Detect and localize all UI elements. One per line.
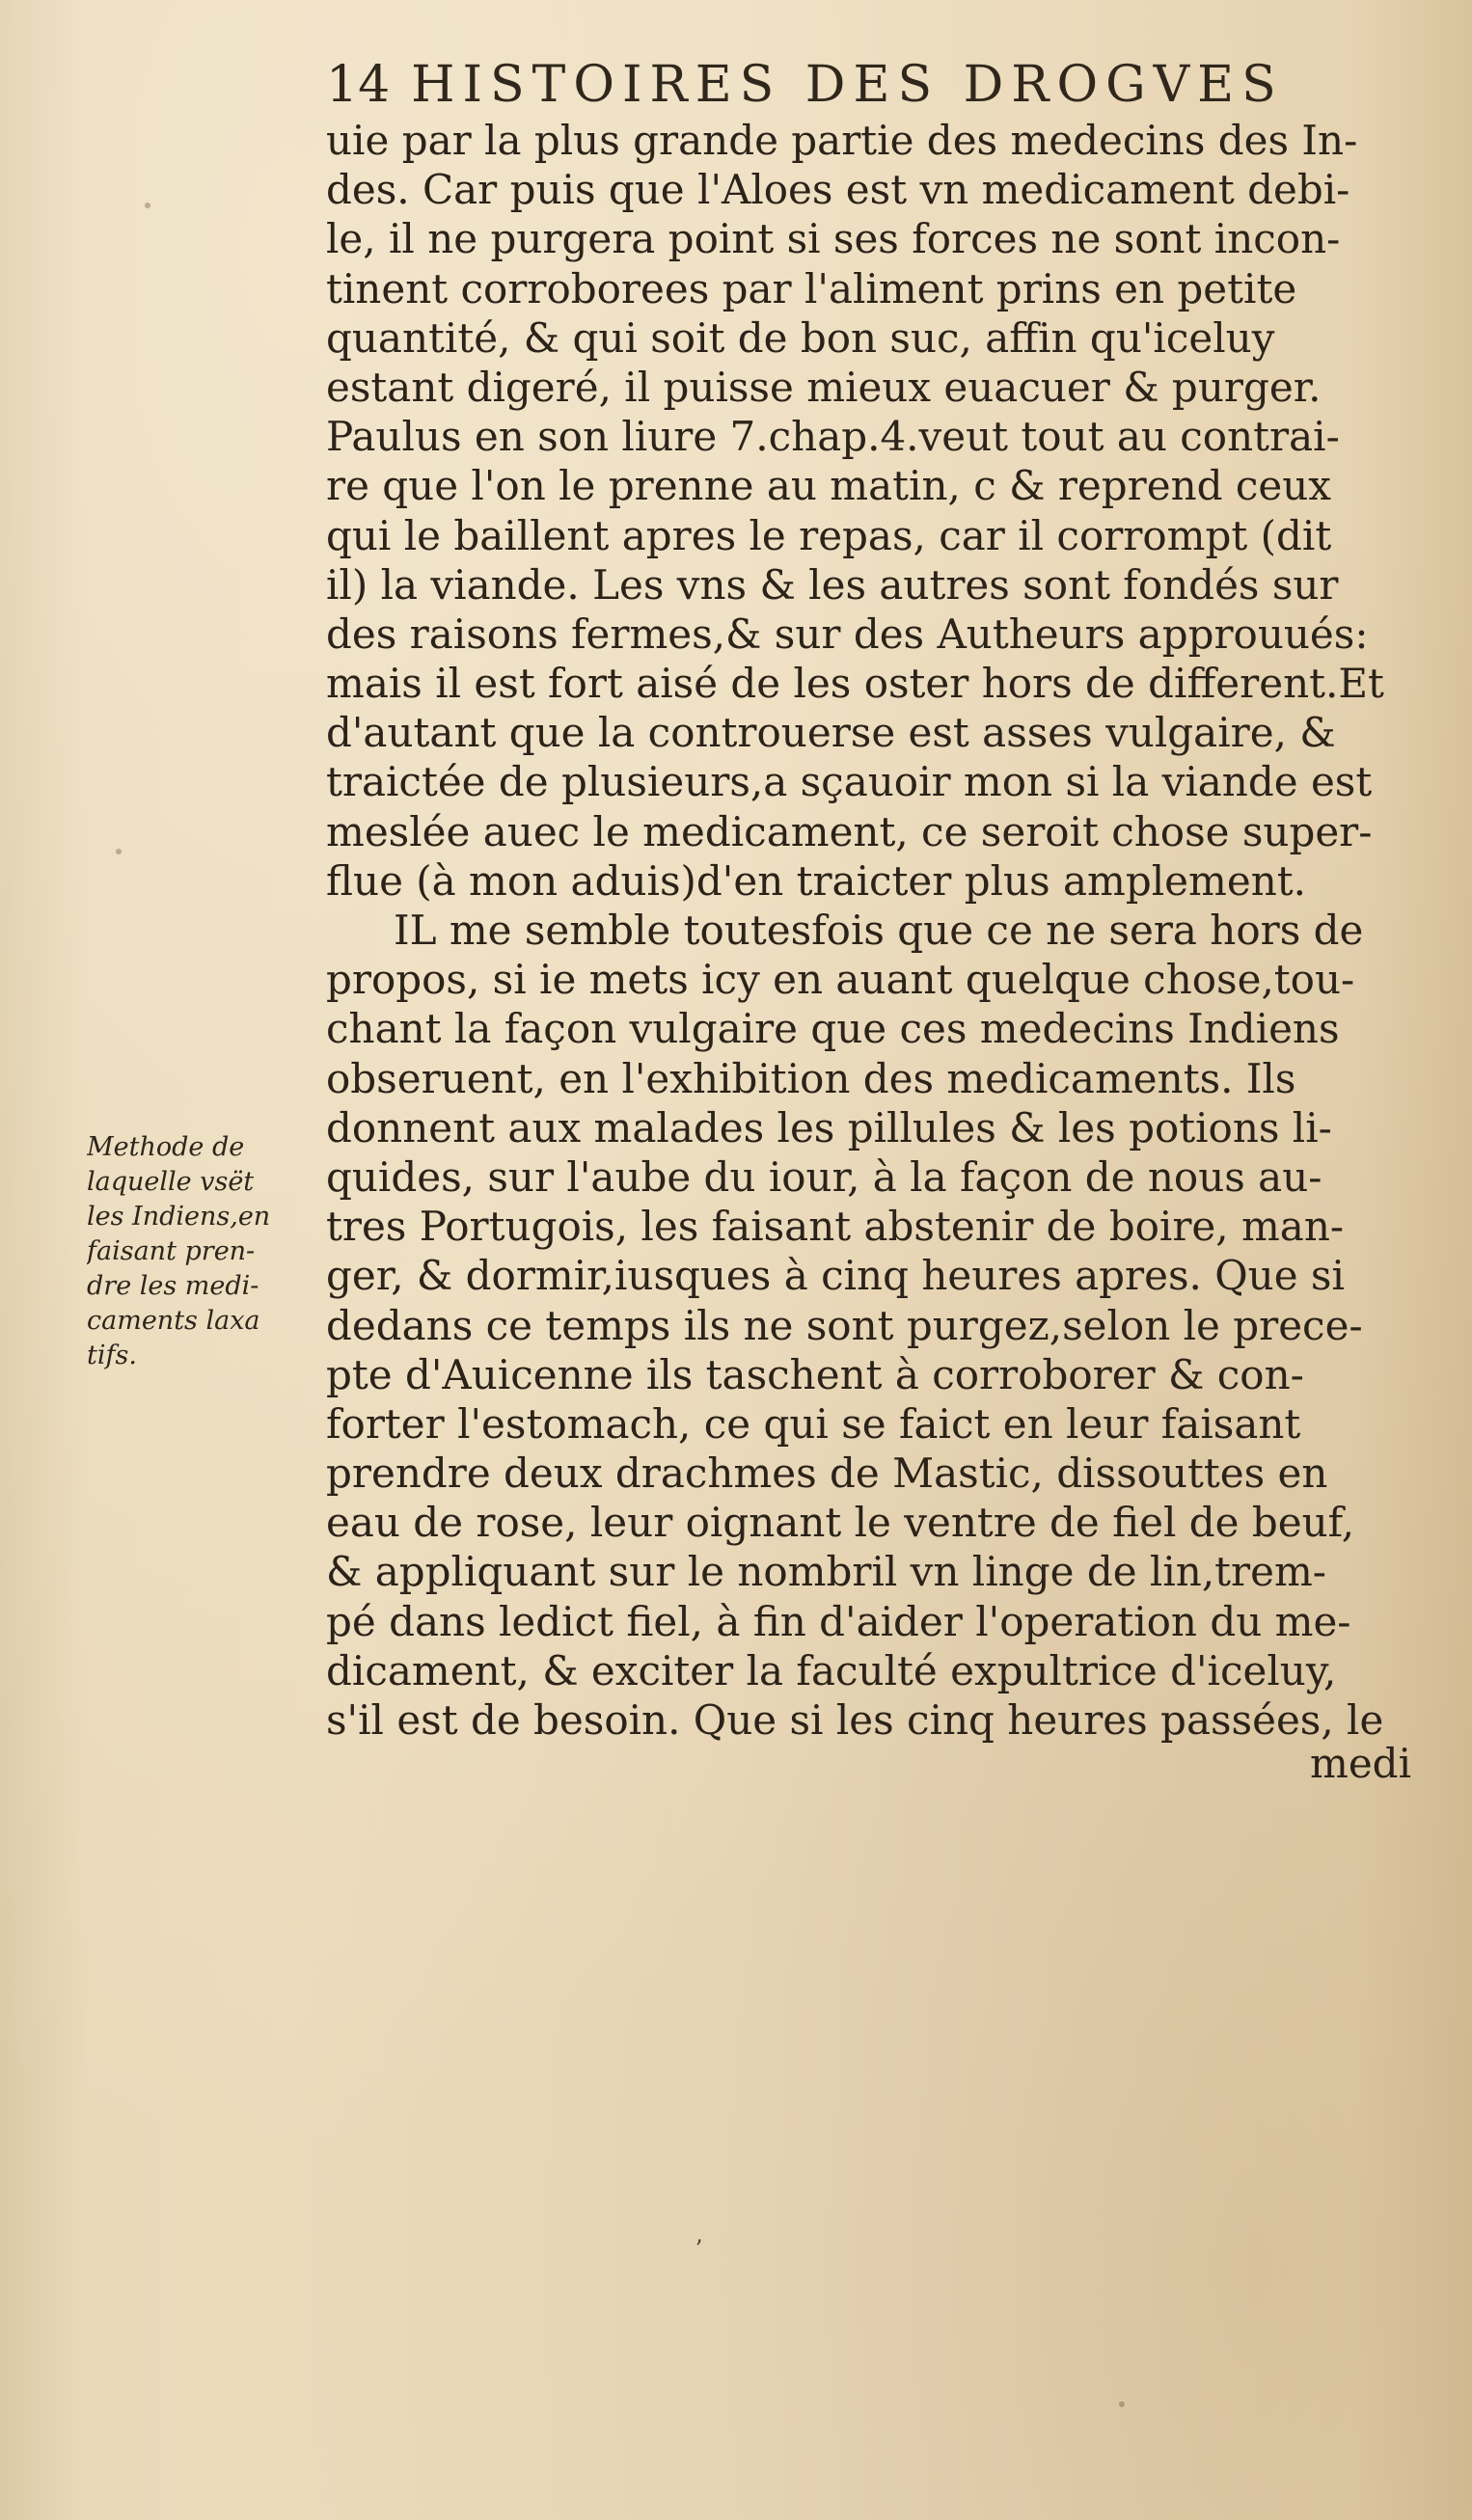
margin-note-line: caments laxa xyxy=(87,1306,260,1336)
text-line: forter l'estomach, ce qui se faict en leur faisant xyxy=(326,1399,1301,1448)
text-line: chant la façon vulgaire que ces medecins Indiens xyxy=(326,1005,1340,1053)
text-line: eau de rose, leur oignant le ventre de fiel de beuf, xyxy=(326,1499,1355,1547)
text-line: tres Portugois, les faisant abstenir de boire, man- xyxy=(326,1203,1345,1251)
text-line: pte d'Auicenne ils taschent à corroborer & con- xyxy=(326,1350,1304,1398)
text-line: il) la viande. Les vns & les autres sont fondés sur xyxy=(326,560,1339,609)
margin-note xyxy=(87,1130,338,1373)
text-line: dedans ce temps ils ne sont purgez,selon le prece- xyxy=(326,1301,1363,1349)
ink-speck xyxy=(145,203,150,208)
text-line: donnent aux malades les pillules & les potions li- xyxy=(326,1103,1332,1152)
text-line: des. Car puis que l'Aloes est vn medicament debi- xyxy=(326,166,1350,214)
text-line: IL me semble toutesfois que ce ne sera hors de xyxy=(394,907,1364,954)
margin-note-line: les Indiens,en xyxy=(87,1202,271,1232)
text-line: dicament, & exciter la faculté expultrice d'iceluy, xyxy=(326,1646,1337,1694)
stray-ink-mark: ʼ xyxy=(695,2235,702,2263)
margin-note-line: Methode de xyxy=(87,1132,245,1162)
text-line: le, il ne purgera point si ses forces ne sont incon- xyxy=(326,215,1341,263)
text-line: s'il est de besoin. Que si les cinq heures passées, le xyxy=(326,1696,1384,1744)
ink-speck xyxy=(116,849,122,854)
page-number: 14 xyxy=(326,56,391,114)
text-line: pé dans ledict fiel, à fin d'aider l'operation du me- xyxy=(326,1597,1351,1645)
margin-note-line: dre les medi- xyxy=(87,1271,259,1301)
text-line: obseruent, en l'exhibition des medicaments. Ils xyxy=(326,1054,1296,1102)
body-text xyxy=(326,116,1435,1783)
margin-note-line: faisant pren- xyxy=(87,1236,256,1266)
text-line: & appliquant sur le nombril vn linge de lin,trem- xyxy=(326,1548,1326,1596)
text-line: flue (à mon aduis)d'en traicter plus amplement. xyxy=(326,856,1306,905)
text-line: prendre deux drachmes de Mastic, dissouttes en xyxy=(326,1450,1328,1498)
text-line: mais il est fort aisé de les oster hors de different.Et xyxy=(326,660,1384,708)
text-line: des raisons fermes,& sur des Autheurs approuués: xyxy=(326,610,1369,658)
text-line: uie par la plus grande partie des medecins des In- xyxy=(326,117,1358,164)
margin-note-line: laquelle vsët xyxy=(87,1167,255,1197)
text-line: estant digeré, il puisse mieux euacuer & purger. xyxy=(326,363,1322,411)
text-line: ger, & dormir,iusques à cinq heures apres. Que si xyxy=(326,1252,1345,1300)
text-line: re que l'on le prenne au matin, c & reprend ceux xyxy=(326,462,1331,510)
margin-note-line: tifs. xyxy=(87,1341,137,1370)
text-line: traictée de plusieurs,a sçauoir mon si la viande est xyxy=(326,758,1373,806)
text-line: tinent corroborees par l'aliment prins en petite xyxy=(326,264,1297,312)
running-header xyxy=(326,46,1426,123)
text-line: propos, si ie mets icy en auant quelque chose,tou- xyxy=(326,956,1355,1004)
running-title: HISTOIRES DES DROGVES xyxy=(411,56,1284,114)
text-line: Paulus en son liure 7.chap.4.veut tout au contrai- xyxy=(326,413,1340,461)
catchword: medi xyxy=(1310,1745,1411,1784)
text-line: meslée auec le medicament, ce seroit chose super- xyxy=(326,807,1373,855)
text-line: qui le baillent apres le repas, car il corrompt (dit xyxy=(326,511,1332,559)
ink-speck xyxy=(1119,2401,1125,2407)
text-line: quides, sur l'aube du iour, à la façon de nous au- xyxy=(326,1152,1322,1201)
text-line: d'autant que la controuerse est asses vulgaire, & xyxy=(326,709,1336,757)
text-line: quantité, & qui soit de bon suc, affin qu'iceluy xyxy=(326,313,1275,362)
